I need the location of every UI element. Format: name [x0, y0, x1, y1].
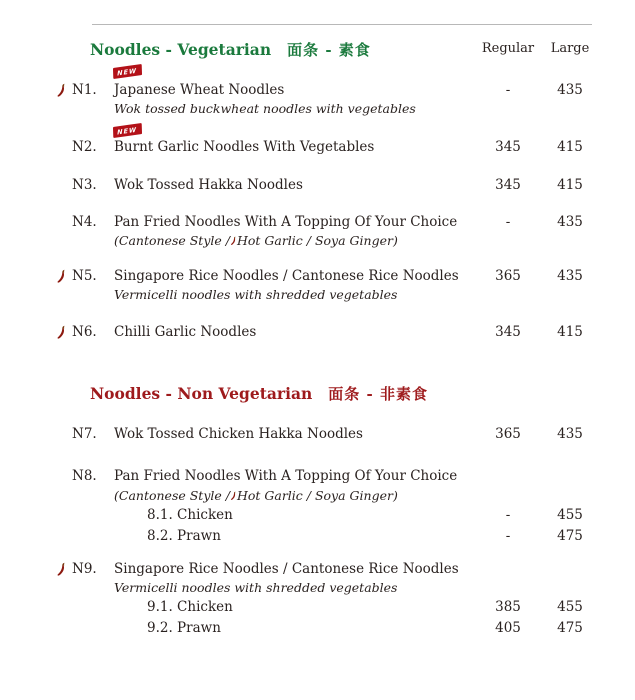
price-large: 415 [557, 139, 583, 155]
price-regular: 365 [495, 268, 521, 284]
chili-icon [230, 234, 237, 244]
chili-icon [230, 489, 237, 499]
item-number: N4. [72, 214, 97, 230]
item-note-post: Hot Garlic / Soya Ginger) [236, 488, 398, 503]
price-large: 475 [557, 528, 583, 544]
variant-label: 8.2. Prawn [147, 528, 221, 544]
variant-label: 9.1. Chicken [147, 599, 233, 615]
chili-icon [56, 269, 67, 284]
item-note-post: Hot Garlic / Soya Ginger) [236, 233, 398, 248]
price-regular: 405 [495, 620, 521, 636]
chili-icon [56, 83, 67, 98]
item-name: Singapore Rice Noodles / Cantonese Rice Noodles [114, 268, 459, 284]
menu-variant-row [0, 599, 635, 617]
item-name: Wok Tossed Hakka Noodles [114, 177, 303, 193]
item-number: N8. [72, 468, 97, 484]
menu-item-row [0, 82, 635, 100]
menu-variant-row [0, 528, 635, 546]
price-regular: 345 [495, 324, 521, 340]
price-large: 435 [557, 82, 583, 98]
variant-label: 8.1. Chicken [147, 507, 233, 523]
item-number: N2. [72, 139, 97, 155]
price-large: 435 [557, 268, 583, 284]
section-title-chinese: 面条 - 非素食 [328, 385, 428, 403]
menu-variant-row [0, 507, 635, 525]
price-regular: - [505, 528, 511, 544]
price-regular: - [505, 214, 511, 230]
price-large: 415 [557, 177, 583, 193]
new-badge: NEW [113, 123, 142, 138]
item-name: Pan Fried Noodles With A Topping Of Your Choice [114, 214, 458, 230]
price-regular: 385 [495, 599, 521, 615]
menu-item-row [0, 468, 635, 486]
price-regular: 345 [495, 177, 521, 193]
price-regular: 345 [495, 139, 521, 155]
section-title-chinese: 面条 - 素食 [287, 41, 371, 59]
variant-label: 9.2. Prawn [147, 620, 221, 636]
item-number: N9. [72, 561, 97, 577]
price-large: 475 [557, 620, 583, 636]
item-name: Wok Tossed Chicken Hakka Noodles [114, 426, 363, 442]
item-number: N1. [72, 82, 97, 98]
price-large: 435 [557, 214, 583, 230]
section-heading-vegetarian [90, 39, 371, 60]
chili-icon [56, 562, 67, 577]
price-large: 435 [557, 426, 583, 442]
item-description: Vermicelli noodles with shredded vegetables [114, 580, 398, 595]
item-name: Burnt Garlic Noodles With Vegetables [114, 139, 375, 155]
column-header-regular: Regular [481, 41, 535, 56]
menu-item-row [0, 177, 635, 195]
menu-item-row [0, 214, 635, 232]
section-title: Noodles - Vegetarian [90, 40, 272, 59]
price-large: 455 [557, 599, 583, 615]
column-header-large: Large [550, 41, 590, 56]
section-title: Noodles - Non Vegetarian [90, 384, 313, 403]
item-description: Wok tossed buckwheat noodles with vegetables [114, 101, 416, 116]
item-number: N6. [72, 324, 97, 340]
item-number: N3. [72, 177, 97, 193]
item-note-pre: (Cantonese Style / [114, 233, 230, 248]
menu-item-row [0, 268, 635, 286]
item-note [114, 488, 398, 503]
item-name: Chilli Garlic Noodles [114, 324, 257, 340]
top-divider [92, 24, 592, 25]
menu-item-row [0, 426, 635, 444]
menu-variant-row [0, 620, 635, 638]
item-name: Japanese Wheat Noodles [114, 82, 285, 98]
item-number: N7. [72, 426, 97, 442]
menu-item-row [0, 561, 635, 579]
price-regular: - [505, 82, 511, 98]
item-number: N5. [72, 268, 97, 284]
chili-icon [56, 325, 67, 340]
menu-item-row [0, 139, 635, 157]
price-regular: - [505, 507, 511, 523]
price-regular: 365 [495, 426, 521, 442]
item-note [114, 233, 398, 248]
item-name: Singapore Rice Noodles / Cantonese Rice Noodles [114, 561, 459, 577]
price-large: 455 [557, 507, 583, 523]
item-name: Pan Fried Noodles With A Topping Of Your Choice [114, 468, 458, 484]
item-description: Vermicelli noodles with shredded vegetables [114, 287, 398, 302]
price-large: 415 [557, 324, 583, 340]
new-badge: NEW [113, 64, 142, 79]
section-heading-non-vegetarian [90, 383, 428, 404]
menu-item-row [0, 324, 635, 342]
item-note-pre: (Cantonese Style / [114, 488, 230, 503]
